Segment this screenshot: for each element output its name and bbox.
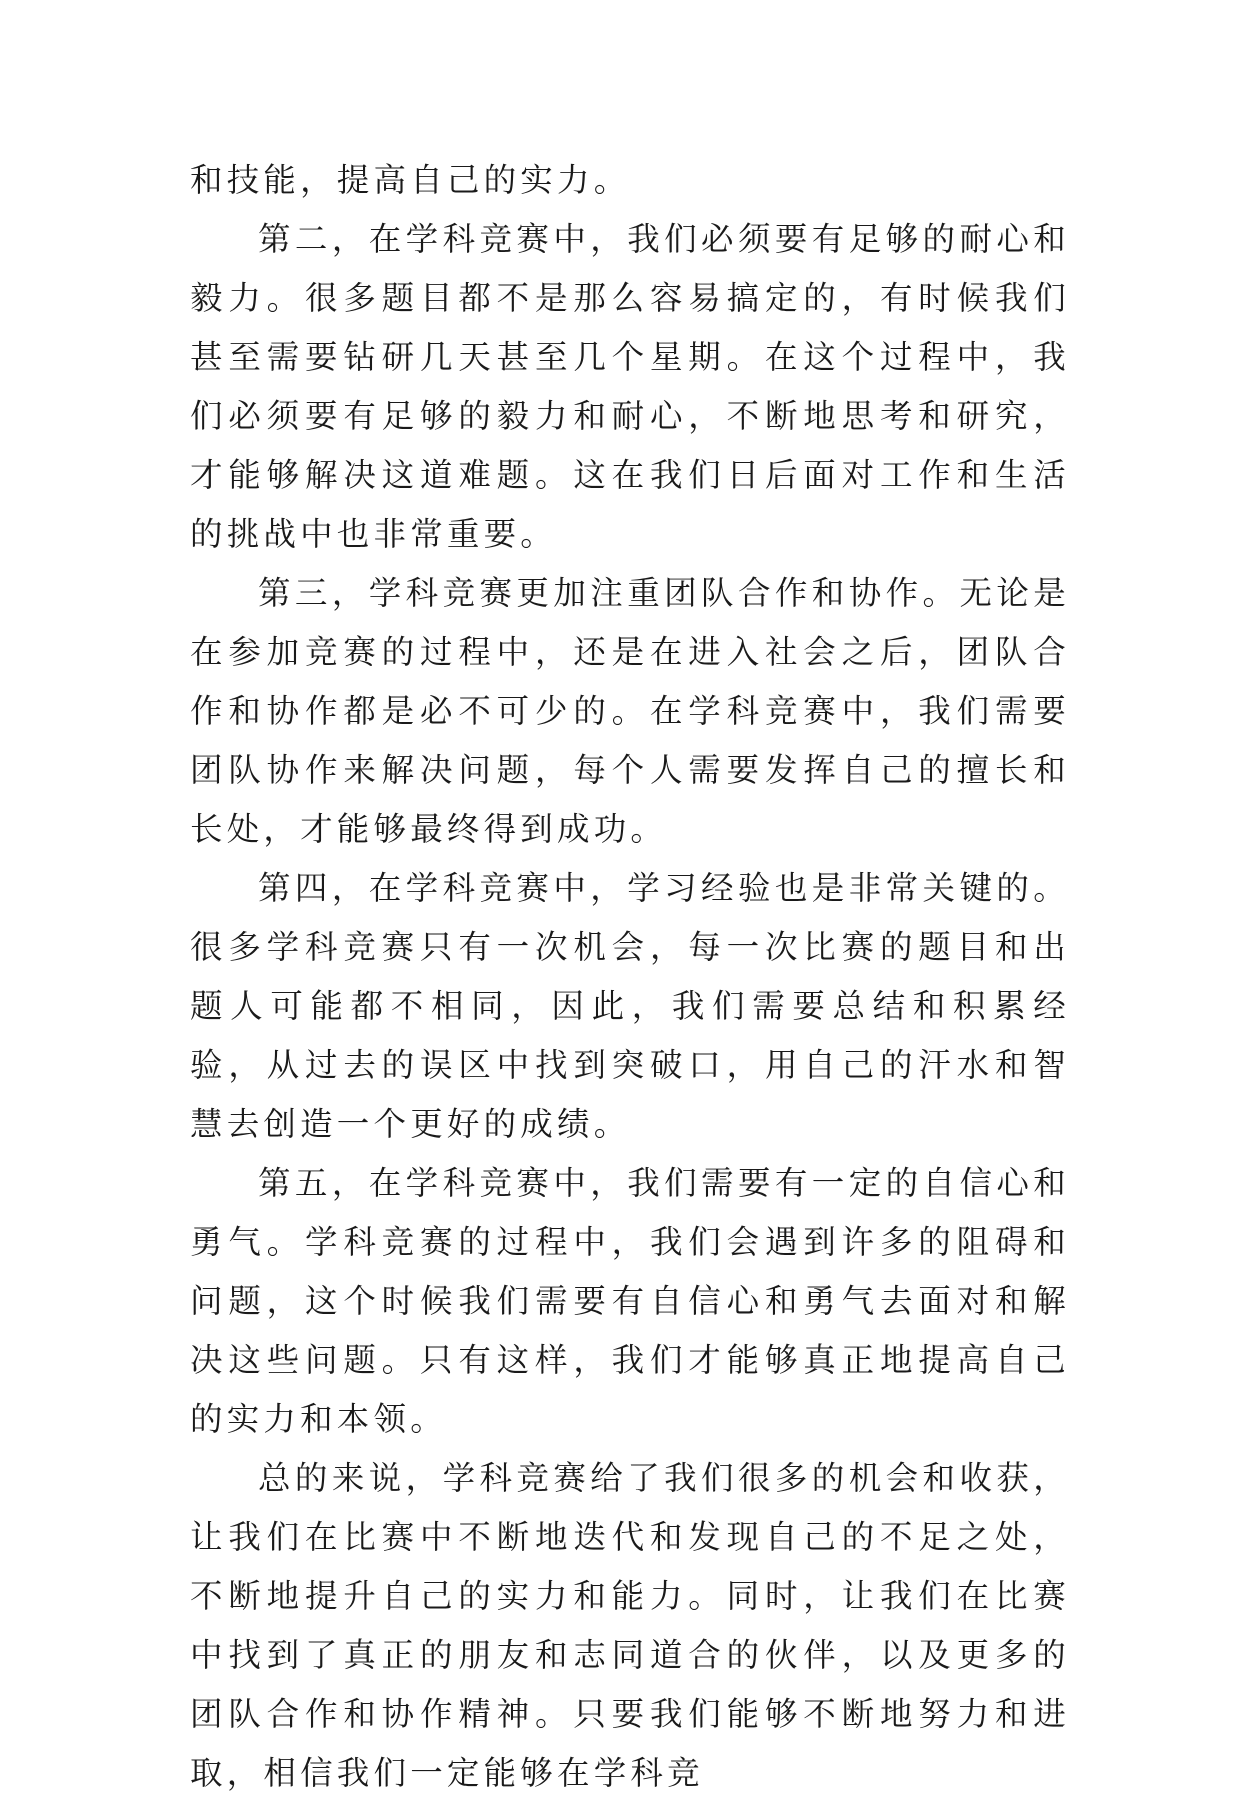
- paragraph-second-point: 第二，在学科竞赛中，我们必须要有足够的耐心和毅力。很多题目都不是那么容易搞定的，有时候我们甚至需要钻研几天甚至几个星期。在这个过程中，我们必须要有足够的毅力和耐心，不断地思考和研究，才能够解决这道难题。这在我们日后面对工作和生活的挑战中也非常重要。: [190, 220, 1070, 553]
- paragraph-third-point: 第三，学科竞赛更加注重团队合作和协作。无论是在参加竞赛的过程中，还是在进入社会之后，团队合作和协作都是必不可少的。在学科竞赛中，我们需要团队协作来解决问题，每个人需要发挥自己的擅长和长处，才能够最终得到成功。: [190, 574, 1070, 848]
- paragraph-fifth-point: 第五，在学科竞赛中，我们需要有一定的自信心和勇气。学科竞赛的过程中，我们会遇到许多的阻碍和问题，这个时候我们需要有自信心和勇气去面对和解决这些问题。只有这样，我们才能够真正地提高自己的实力和本领。: [190, 1164, 1070, 1438]
- document-body: [190, 151, 1070, 1803]
- paragraph-summary: 总的来说，学科竞赛给了我们很多的机会和收获，让我们在比赛中不断地迭代和发现自己的不足之处，不断地提升自己的实力和能力。同时，让我们在比赛中找到了真正的朋友和志同道合的伙伴，以及更多的团队合作和协作精神。只要我们能够不断地努力和进取，相信我们一定能够在学科竞: [190, 1459, 1070, 1792]
- paragraph-fourth-point: 第四，在学科竞赛中，学习经验也是非常关键的。很多学科竞赛只有一次机会，每一次比赛的题目和出题人可能都不相同，因此，我们需要总结和积累经验，从过去的误区中找到突破口，用自己的汗水和智慧去创造一个更好的成绩。: [190, 869, 1070, 1143]
- paragraph-continuation: 和技能，提高自己的实力。: [190, 161, 631, 199]
